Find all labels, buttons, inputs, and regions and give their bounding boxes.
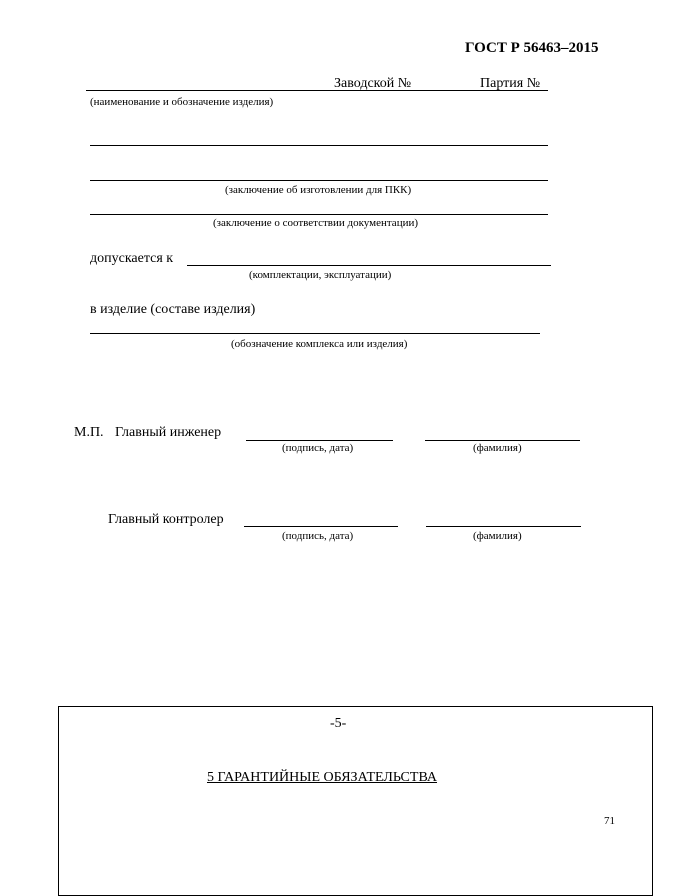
admitted-caption: (комплектации, эксплуатации) bbox=[249, 269, 392, 281]
complex-designation-line[interactable] bbox=[90, 333, 540, 334]
serial-number-label: Заводской № bbox=[334, 76, 412, 91]
chief-engineer-label: Главный инженер bbox=[115, 425, 222, 440]
stamp-label: М.П. bbox=[74, 425, 104, 440]
chief-controller-surname-caption: (фамилия) bbox=[473, 530, 522, 542]
section-title: 5 ГАРАНТИЙНЫЕ ОБЯЗАТЕЛЬСТВА bbox=[207, 770, 438, 785]
product-name-line[interactable] bbox=[86, 90, 548, 91]
blank-line-1[interactable] bbox=[90, 145, 548, 146]
page-marker: -5- bbox=[330, 716, 347, 731]
into-product-label: в изделие (составе изделия) bbox=[90, 302, 256, 317]
product-caption: (наименование и обозначение изделия) bbox=[90, 96, 274, 108]
admitted-line[interactable] bbox=[187, 265, 551, 266]
pkk-caption: (заключение об изготовлении для ПКК) bbox=[225, 184, 412, 196]
conformity-caption: (заключение о соответствии документации) bbox=[213, 217, 419, 229]
chief-engineer-surname-line[interactable] bbox=[425, 440, 580, 441]
admitted-label: допускается к bbox=[90, 251, 174, 266]
chief-controller-surname-line[interactable] bbox=[426, 526, 581, 527]
pkk-conclusion-line[interactable] bbox=[90, 180, 548, 181]
conformity-conclusion-line[interactable] bbox=[90, 214, 548, 215]
chief-controller-label: Главный контролер bbox=[108, 512, 224, 527]
page-number: 71 bbox=[604, 815, 615, 827]
chief-controller-signature-line[interactable] bbox=[244, 526, 398, 527]
chief-engineer-signature-caption: (подпись, дата) bbox=[282, 442, 354, 454]
standard-code: ГОСТ Р 56463–2015 bbox=[465, 40, 599, 56]
chief-engineer-signature-line[interactable] bbox=[246, 440, 393, 441]
chief-engineer-surname-caption: (фамилия) bbox=[473, 442, 522, 454]
complex-caption: (обозначение комплекса или изделия) bbox=[231, 338, 408, 350]
chief-controller-signature-caption: (подпись, дата) bbox=[282, 530, 354, 542]
form-page-box bbox=[58, 706, 653, 896]
batch-number-label: Партия № bbox=[480, 76, 541, 91]
